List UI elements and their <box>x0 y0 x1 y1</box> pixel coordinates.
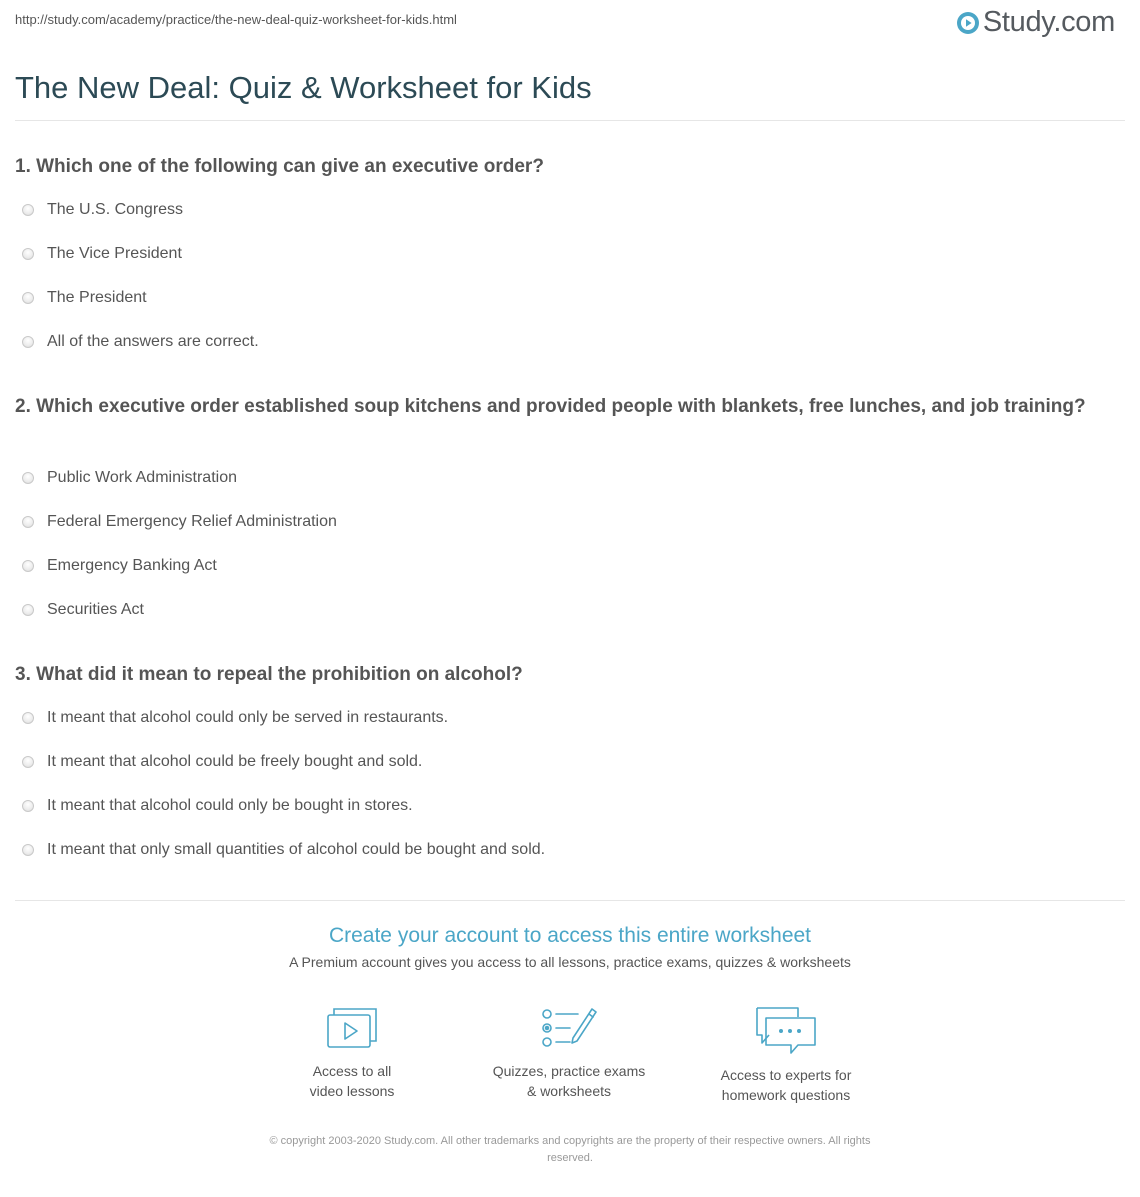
answer-label: It meant that alcohol could be freely bought and sold. <box>47 753 423 770</box>
radio-button[interactable] <box>22 516 34 528</box>
radio-button[interactable] <box>22 844 34 856</box>
radio-button[interactable] <box>22 560 34 572</box>
radio-button[interactable] <box>22 800 34 812</box>
video-lessons-icon <box>325 1005 379 1051</box>
radio-button[interactable] <box>22 712 34 724</box>
radio-button[interactable] <box>22 292 34 304</box>
cta-title[interactable]: Create your account to access this entire worksheet <box>328 924 812 947</box>
answer-label: The President <box>47 289 147 306</box>
feature-label: Access to experts for homework questions <box>720 1067 852 1103</box>
answer-label: Emergency Banking Act <box>47 557 217 574</box>
answer-list-2 <box>22 468 337 644</box>
question-1: 1. Which one of the following can give an executive order? <box>15 156 544 177</box>
answer-label: The Vice President <box>47 245 182 262</box>
feature-experts <box>686 1005 886 1105</box>
divider <box>15 900 1125 901</box>
expert-chat-icon <box>754 1005 818 1055</box>
answer-option[interactable] <box>22 840 545 884</box>
divider <box>15 120 1125 121</box>
feature-quizzes <box>469 1005 669 1101</box>
answer-label: Public Work Administration <box>47 469 237 486</box>
play-circle-icon <box>956 11 980 35</box>
answer-option[interactable] <box>22 752 545 796</box>
answer-option[interactable] <box>22 708 545 752</box>
logo-text: Study.com <box>982 6 1115 38</box>
answer-label: Federal Emergency Relief Administration <box>47 513 337 530</box>
page-title: The New Deal: Quiz & Worksheet for Kids <box>15 70 592 105</box>
radio-button[interactable] <box>22 204 34 216</box>
radio-button[interactable] <box>22 472 34 484</box>
answer-option[interactable] <box>22 288 259 332</box>
feature-label: Access to all video lessons <box>309 1063 395 1099</box>
answer-option[interactable] <box>22 512 337 556</box>
answer-option[interactable] <box>22 244 259 288</box>
page-url[interactable]: http://study.com/academy/practice/the-new-deal-quiz-worksheet-for-kids.html <box>15 12 457 27</box>
answer-list-1 <box>22 200 259 376</box>
answer-label: It meant that alcohol could only be bought in stores. <box>47 797 413 814</box>
radio-button[interactable] <box>22 248 34 260</box>
answer-option[interactable] <box>22 332 259 376</box>
quiz-checklist-icon <box>540 1005 598 1051</box>
radio-button[interactable] <box>22 604 34 616</box>
answer-option[interactable] <box>22 468 337 512</box>
question-3: 3. What did it mean to repeal the prohibition on alcohol? <box>15 664 523 685</box>
answer-label: It meant that only small quantities of alcohol could be bought and sold. <box>47 841 546 858</box>
answer-label: It meant that alcohol could only be served in restaurants. <box>47 709 449 726</box>
feature-video-lessons <box>252 1005 452 1101</box>
copyright-notice: © copyright 2003-2020 Study.com. All other trademarks and copyrights are the property of their respective owners. All rights reserved. <box>269 1135 871 1164</box>
answer-label: All of the answers are correct. <box>47 333 259 350</box>
answer-option[interactable] <box>22 200 259 244</box>
study-logo[interactable] <box>956 6 1115 39</box>
feature-label: Quizzes, practice exams & worksheets <box>492 1063 646 1099</box>
cta-subtitle: A Premium account gives you access to all lessons, practice exams, quizzes & worksheets <box>289 954 851 970</box>
answer-option[interactable] <box>22 556 337 600</box>
question-2: 2. Which executive order established soup kitchens and provided people with blankets, free lunches, and job training? <box>15 396 1086 417</box>
top-bar <box>0 0 1140 50</box>
radio-button[interactable] <box>22 756 34 768</box>
radio-button[interactable] <box>22 336 34 348</box>
answer-option[interactable] <box>22 600 337 644</box>
answer-label: Securities Act <box>47 601 144 618</box>
answer-list-3 <box>22 708 545 884</box>
answer-option[interactable] <box>22 796 545 840</box>
answer-label: The U.S. Congress <box>47 201 184 218</box>
